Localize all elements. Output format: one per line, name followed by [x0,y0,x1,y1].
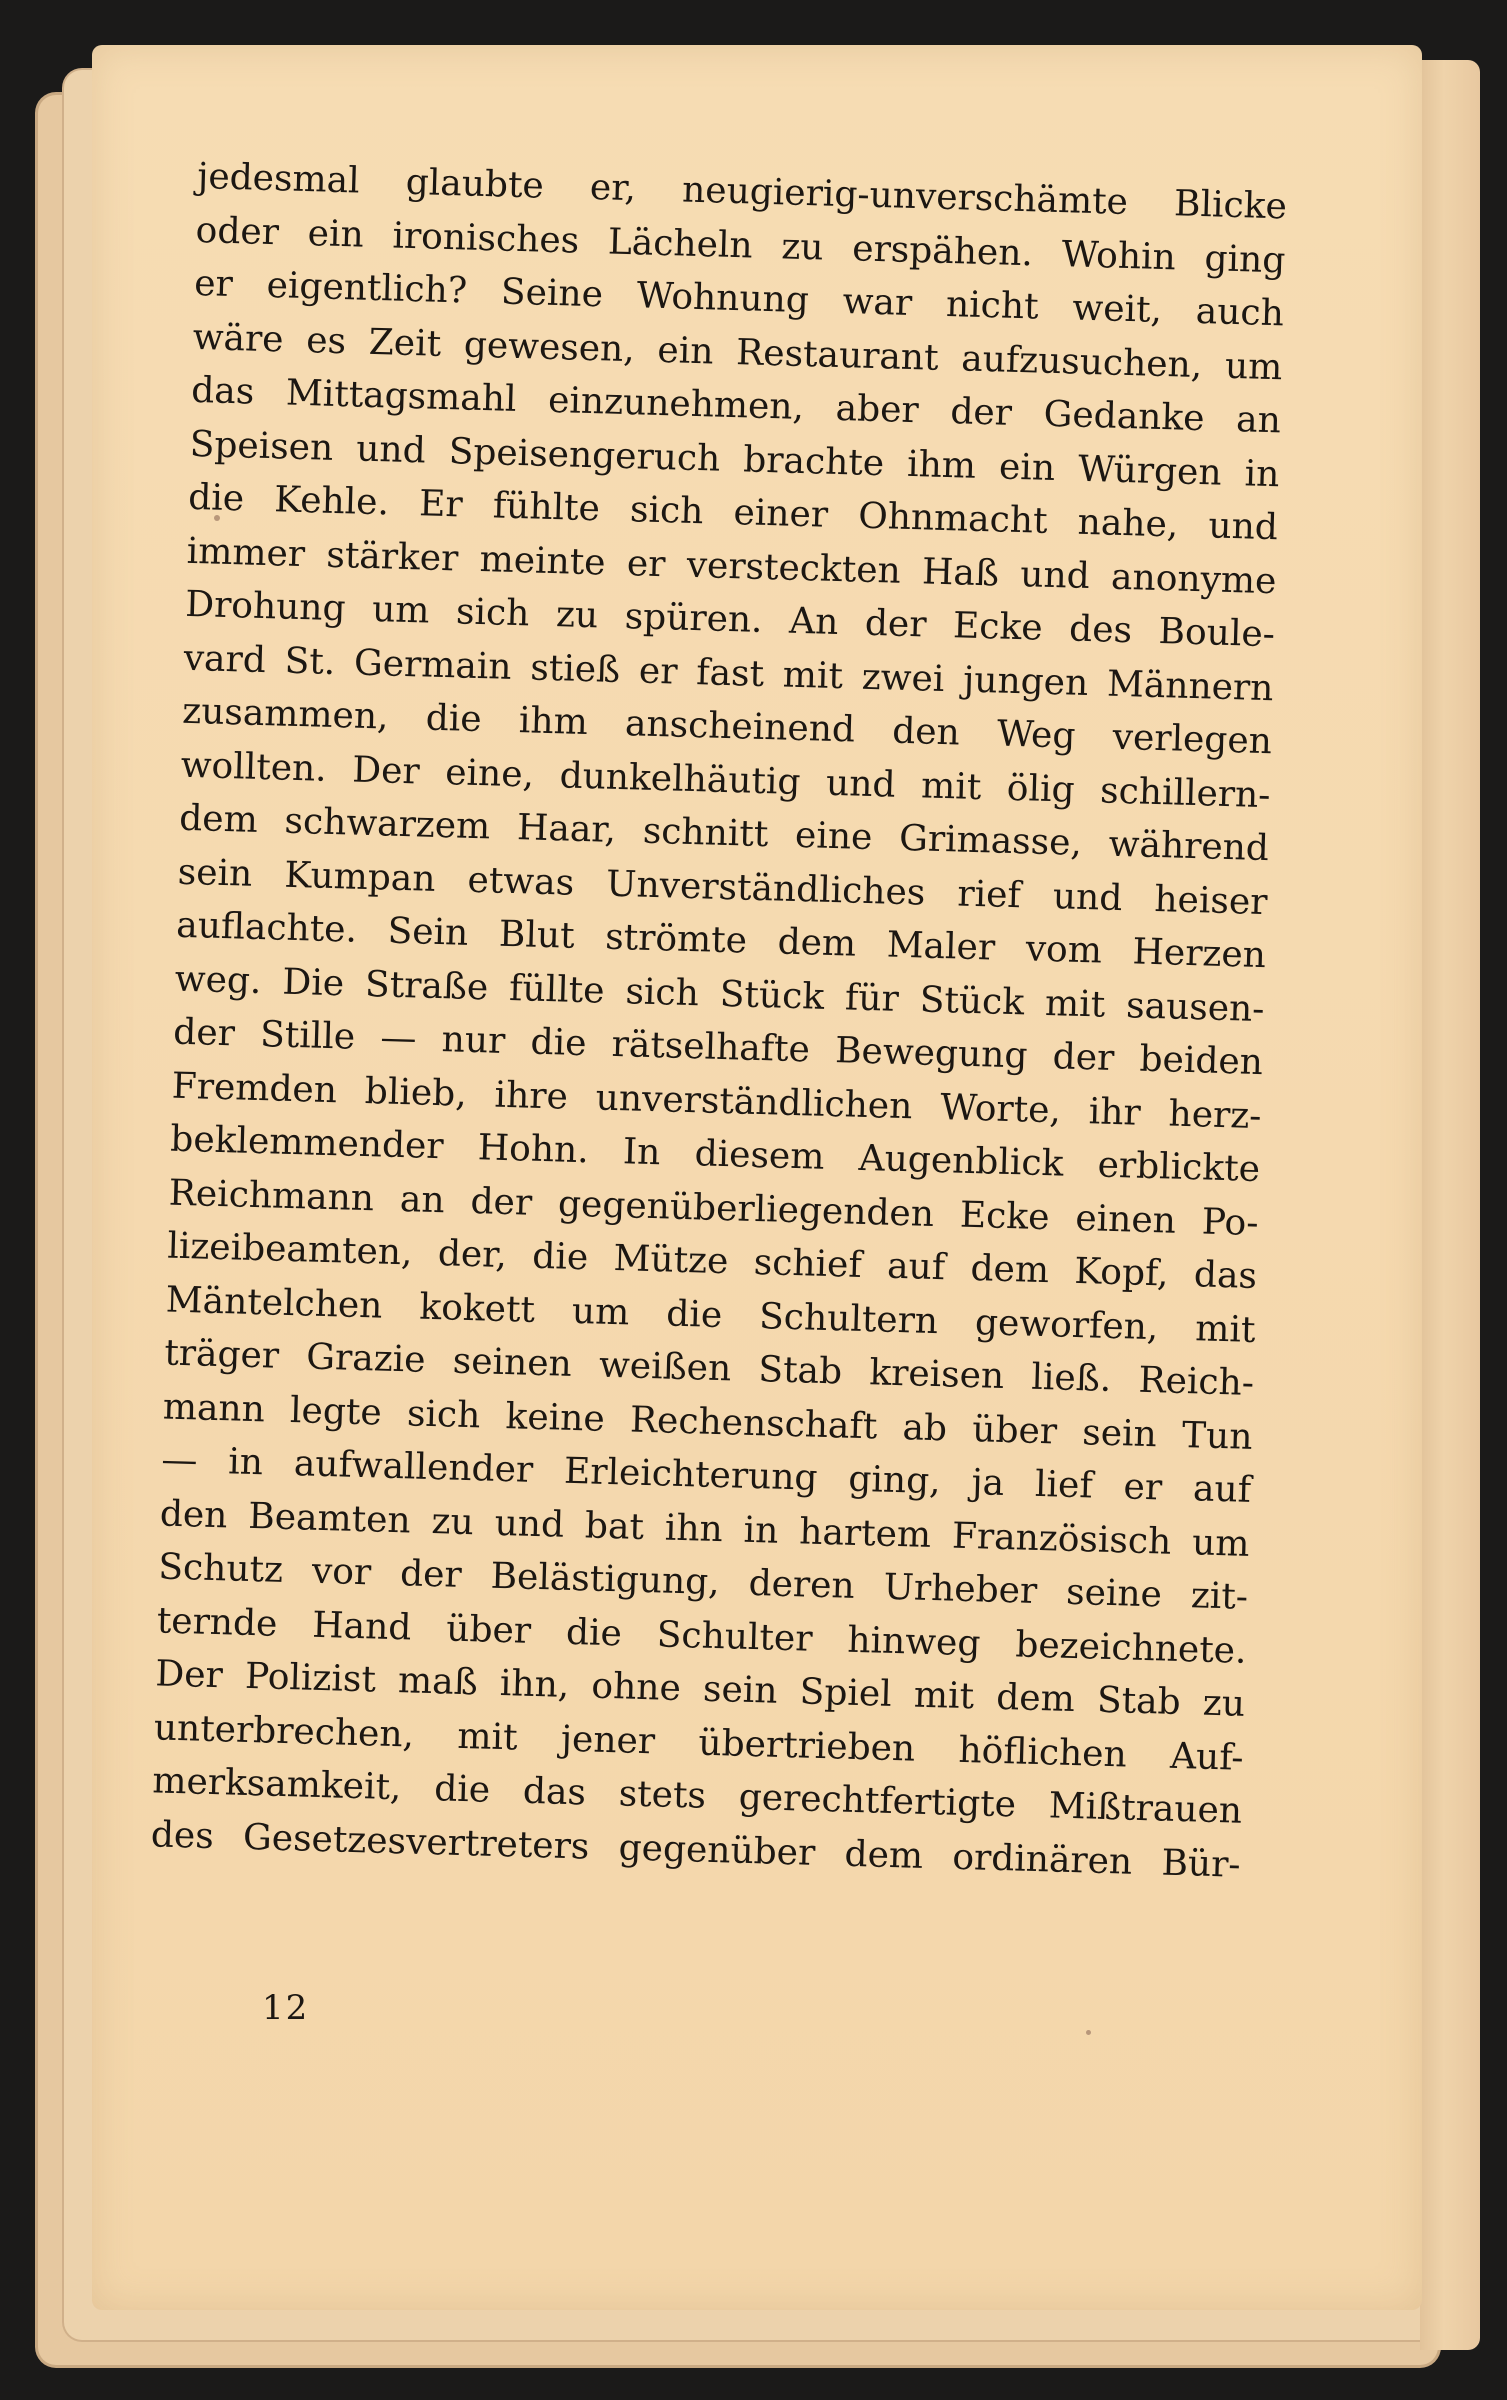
text-line: ternde Hand über die Schulter hinweg bezeichnete. [156,1599,1248,1672]
text-line: Schutz vor der Belästigung, deren Urheber seine zit- [157,1546,1249,1618]
text-line: des Gesetzesvertreters gegenüber dem ordinären Bür- [150,1813,1242,1886]
text-line: wollten. Der eine, dunkelhäutig und mit ölig schillern- [180,744,1271,816]
text-line: wäre es Zeit gewesen, ein Restaurant aufzusuchen, um [192,316,1283,388]
text-line: immer stärker meinte er versteckten Haß und anonyme [186,530,1277,602]
text-line: beklemmender Hohn. In diesem Augenblick erblickte [169,1118,1261,1191]
text-line: Mäntelchen kokett um die Schultern geworfen, mit [165,1279,1257,1351]
body-text [150,150,1287,1892]
text-line: den Beamten zu und bat ihn in hartem Französisch um [159,1492,1251,1565]
text-line: träger Grazie seinen weißen Stab kreisen ließ. Reich- [163,1332,1255,1404]
text-line: jedesmal glaubte er, neugierig-unverschämte Blicke [196,155,1288,228]
page-number: 12 [262,1988,310,2028]
text-line: sein Kumpan etwas Unverständliches rief und heiser [177,851,1268,923]
text-line: das Mittagsmahl einzunehmen, aber der Gedanke an [190,369,1282,442]
text-line: Drohung um sich zu spüren. An der Ecke des Boule- [184,583,1276,656]
text-line: weg. Die Straße füllte sich Stück für Stück mit sausen- [174,958,1266,1030]
text-line: — in aufwallender Erleichterung ging, ja lief er auf [160,1439,1252,1511]
text-line: merksamkeit, die das stets gerechtfertigte Mißtrauen [151,1760,1243,1832]
text-line: zusammen, die ihm anscheinend den Weg verlegen [181,690,1273,763]
text-line: lizeibeamten, der, die Mütze schief auf dem Kopf, das [166,1225,1258,1297]
text-line: Fremden blieb, ihre unverständlichen Worte, ihr herz- [171,1065,1263,1137]
text-line: die Kehle. Er fühlte sich einer Ohnmacht nahe, und [187,476,1279,549]
text-line: unterbrechen, mit jener übertrieben höflichen Auf- [153,1706,1245,1779]
text-line: er eigentlich? Seine Wohnung war nicht weit, auch [193,262,1285,335]
text-line: dem schwarzem Haar, schnitt eine Grimasse, während [178,797,1270,870]
book-spine-edge [1420,60,1480,2350]
text-line: auflachte. Sein Blut strömte dem Maler vom Herzen [175,904,1267,977]
text-line: Der Polizist maß ihn, ohne sein Spiel mit dem Stab zu [154,1653,1246,1725]
text-line: vard St. Germain stieß er fast mit zwei jungen Männern [183,637,1274,709]
text-line: mann legte sich keine Rechenschaft ab über sein Tun [162,1386,1254,1458]
text-line: Speisen und Speisengeruch brachte ihm ein Würgen in [189,423,1280,495]
text-line: oder ein ironisches Lächeln zu erspähen. Wohin ging [195,209,1286,281]
text-line: der Stille — nur die rätselhafte Bewegung der beiden [172,1011,1264,1084]
text-line: Reichmann an der gegenüberliegenden Ecke einen Po- [168,1172,1260,1244]
paper-speck [1086,2030,1091,2035]
